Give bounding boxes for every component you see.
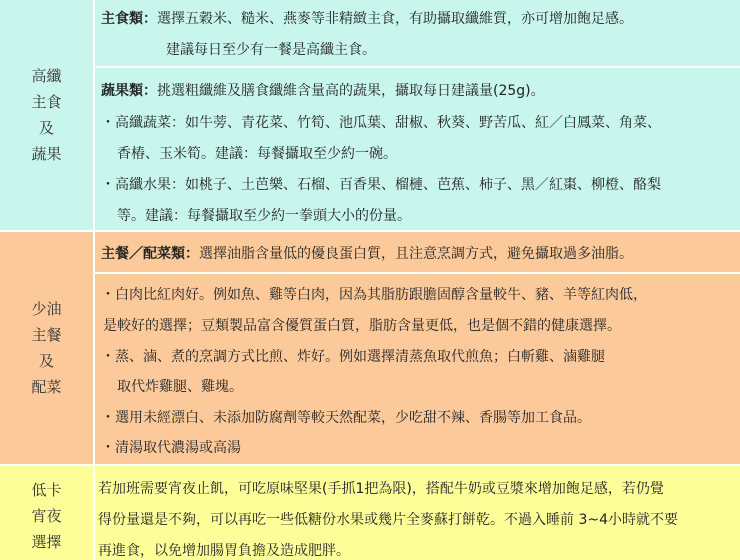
- staple-title: 主食類：: [101, 11, 157, 27]
- category-line: 宵夜: [31, 507, 62, 525]
- veg-cell: [95, 68, 740, 230]
- category-high-fiber: [0, 0, 93, 230]
- category-line: 及: [38, 352, 54, 370]
- category-line: 主餐: [31, 326, 62, 344]
- snack-line: 得份量還是不夠，可以再吃一些低糖份水果或幾片全麥蘇打餅乾。不過入睡前 3~4小時就不要: [98, 512, 678, 528]
- main-dish-title: 主餐／配菜類：: [101, 246, 199, 262]
- category-line: 主食: [31, 93, 62, 111]
- veg-text: 挑選粗纖維及膳食纖維含量高的蔬果，攝取每日建議量(25g)。: [157, 83, 545, 99]
- category-line: 選擇: [31, 533, 62, 551]
- category-line: 及: [38, 119, 54, 137]
- staple-cell: [95, 0, 740, 66]
- staple-text: 選擇五穀米、糙米、燕麥等非精緻主食，有助攝取纖維質，亦可增加飽足感。: [157, 11, 633, 27]
- category-line: 蔬果: [31, 145, 62, 163]
- staple-note: 建議每日至少有一餐是高纖主食。: [166, 42, 376, 58]
- snack-line: 再進食，以免增加腸胃負擔及造成肥胖。: [98, 543, 350, 559]
- category-low-oil: [0, 232, 93, 464]
- tip-line: 取代炸雞腿、雞塊。: [117, 379, 243, 395]
- tip-line: 是較好的選擇；豆類製品富含優質蛋白質，脂肪含量更低，也是個不錯的健康選擇。: [103, 318, 621, 334]
- category-line: 低卡: [31, 481, 62, 499]
- category-low-cal-snack: [0, 466, 93, 560]
- category-line: 配菜: [31, 378, 62, 396]
- tip-line: ・清湯取代濃湯或高湯: [101, 440, 241, 456]
- veg-item: 等。建議：每餐攝取至少約一拳頭大小的份量。: [117, 208, 411, 224]
- snack-line: 若加班需要宵夜止飢，可吃原味堅果(手抓1把為限)，搭配牛奶或豆漿來增加飽足感，若仍覺: [98, 481, 664, 497]
- category-line: 少油: [31, 300, 62, 318]
- main-dish-cell: [95, 232, 740, 272]
- veg-item: 香椿、玉米筍。建議：每餐攝取至少約一碗。: [117, 146, 397, 162]
- tip-line: ・蒸、滷、煮的烹調方式比煎、炸好。例如選擇清蒸魚取代煎魚；白斬雞、滷雞腿: [101, 349, 605, 365]
- veg-item: ・高纖蔬菜：如牛蒡、青花菜、竹筍、池瓜葉、甜椒、秋葵、野苦瓜、紅／白鳳菜、角菜、: [101, 115, 661, 131]
- tip-line: ・白肉比紅肉好。例如魚、雞等白肉，因為其脂肪跟膽固醇含量較牛、豬、羊等紅肉低，: [101, 287, 647, 303]
- tip-line: ・選用未經漂白、未添加防腐劑等較天然配菜，少吃甜不辣、香腸等加工食品。: [101, 410, 591, 426]
- main-dish-text: 選擇油脂含量低的優良蛋白質，且注意烹調方式，避免攝取過多油脂。: [199, 246, 633, 262]
- low-oil-tips-cell: [95, 274, 740, 464]
- veg-item: ・高纖水果：如桃子、土芭樂、石榴、百香果、榴槤、芭蕉、柿子、黑／紅棗、柳橙、酪梨: [101, 177, 661, 193]
- snack-cell: [95, 466, 740, 560]
- category-line: 高纖: [31, 67, 62, 85]
- veg-title: 蔬果類：: [101, 83, 157, 99]
